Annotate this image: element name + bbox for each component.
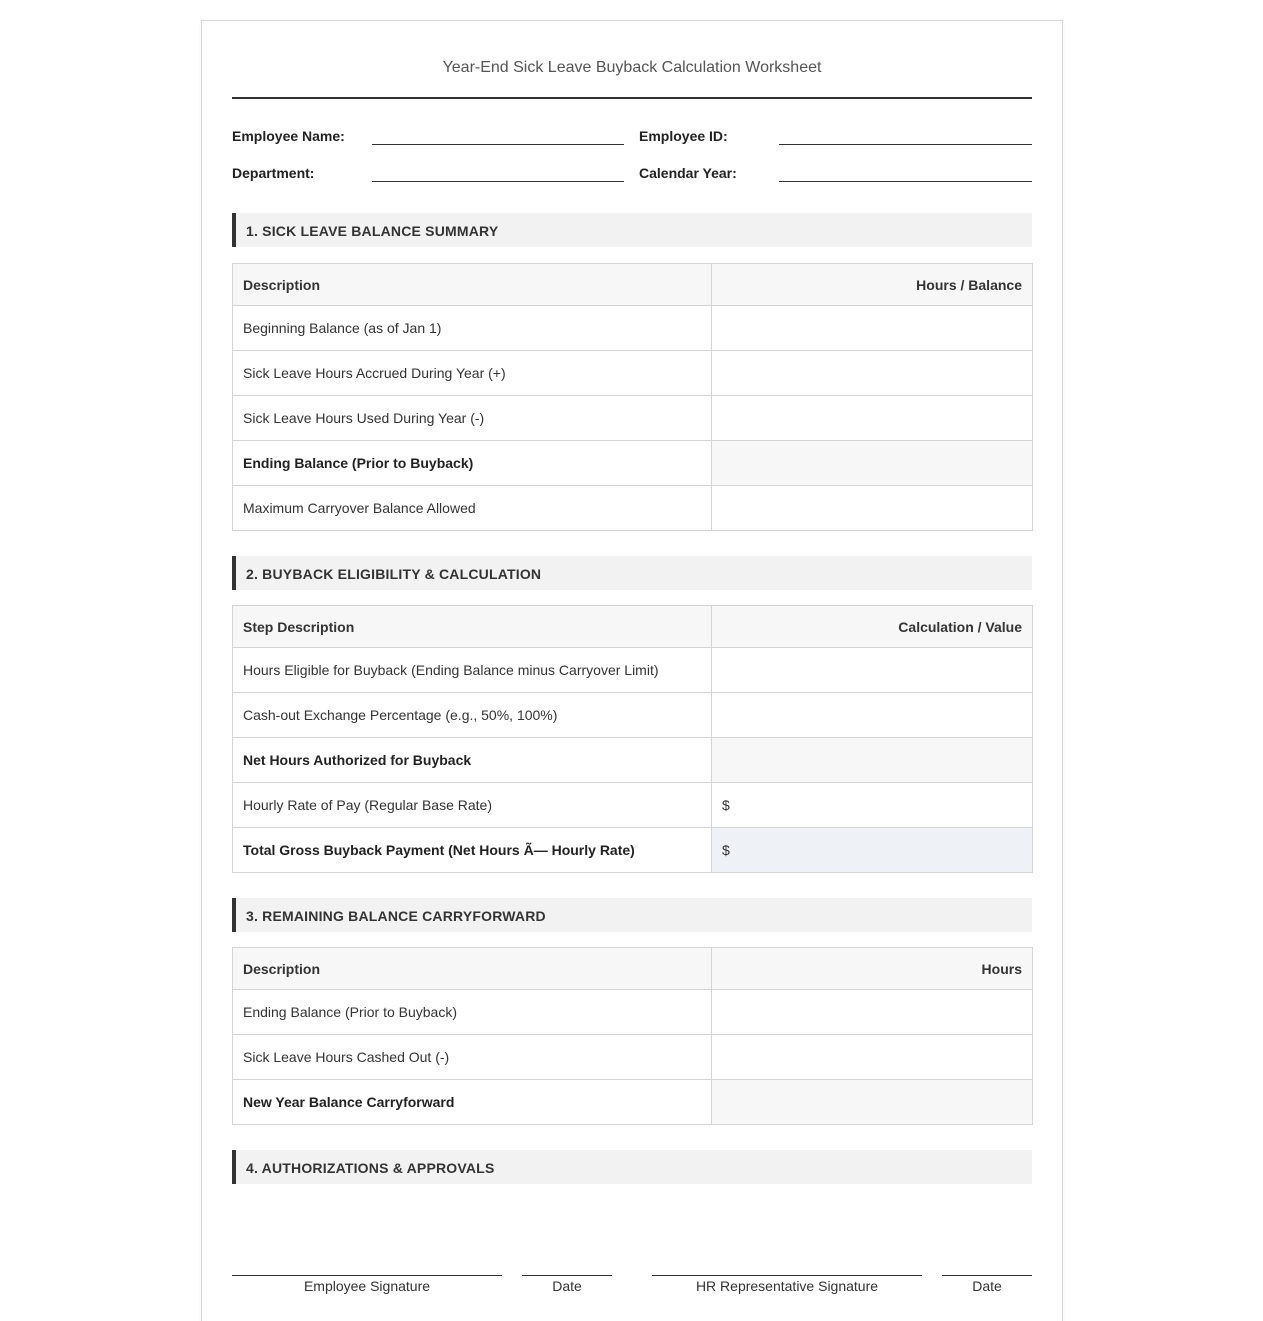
hours-used-input[interactable]	[712, 396, 1033, 441]
column-header-hours: Hours	[712, 948, 1033, 990]
column-header-hours-balance: Hours / Balance	[712, 264, 1033, 306]
employee-date-line[interactable]	[522, 1275, 612, 1276]
department-field[interactable]	[372, 181, 624, 182]
section-4-title: 4. AUTHORIZATIONS & APPROVALS	[246, 1160, 495, 1176]
table-header-row	[233, 948, 1033, 990]
table-row	[233, 693, 1033, 738]
row-label-exchange-percentage: Cash-out Exchange Percentage (e.g., 50%, 100%)	[233, 693, 712, 738]
row-label-ending-balance: Ending Balance (Prior to Buyback)	[233, 441, 712, 486]
row-label-hourly-rate: Hourly Rate of Pay (Regular Base Rate)	[233, 783, 712, 828]
employee-signature-line[interactable]	[232, 1275, 502, 1276]
table-row	[233, 1080, 1033, 1125]
table-row	[233, 648, 1033, 693]
table-row	[233, 306, 1033, 351]
new-year-carryforward-input[interactable]	[712, 1080, 1033, 1125]
row-label-net-hours-authorized: Net Hours Authorized for Buyback	[233, 738, 712, 783]
table-row	[233, 738, 1033, 783]
net-hours-authorized-input[interactable]	[712, 738, 1033, 783]
carryforward-ending-balance-input[interactable]	[712, 990, 1033, 1035]
table-row	[233, 486, 1033, 531]
hours-accrued-input[interactable]	[712, 351, 1033, 396]
carryforward-table	[232, 947, 1033, 1125]
row-label-beginning-balance: Beginning Balance (as of Jan 1)	[233, 306, 712, 351]
employee-date-label: Date	[552, 1278, 582, 1294]
column-header-description: Description	[233, 264, 712, 306]
max-carryover-input[interactable]	[712, 486, 1033, 531]
table-row	[233, 828, 1033, 873]
column-header-calculation-value: Calculation / Value	[712, 606, 1033, 648]
worksheet-page	[201, 20, 1063, 1321]
hours-eligible-input[interactable]	[712, 648, 1033, 693]
table-header-row	[233, 264, 1033, 306]
row-label-ending-balance: Ending Balance (Prior to Buyback)	[233, 990, 712, 1035]
row-label-hours-used: Sick Leave Hours Used During Year (-)	[233, 396, 712, 441]
hourly-rate-input[interactable]: $	[712, 783, 1033, 828]
section-2-header	[232, 556, 1032, 590]
row-label-total-gross-payment: Total Gross Buyback Payment (Net Hours Ã— Hourly Rate)	[233, 828, 712, 873]
row-label-max-carryover: Maximum Carryover Balance Allowed	[233, 486, 712, 531]
section-3-header	[232, 898, 1032, 932]
table-row	[233, 441, 1033, 486]
section-4-header	[232, 1150, 1032, 1184]
row-label-hours-accrued: Sick Leave Hours Accrued During Year (+)	[233, 351, 712, 396]
buyback-calculation-table	[232, 605, 1033, 873]
section-1-title: 1. SICK LEAVE BALANCE SUMMARY	[246, 223, 499, 239]
hr-date-label: Date	[972, 1278, 1002, 1294]
column-header-description: Description	[233, 948, 712, 990]
row-label-hours-cashed-out: Sick Leave Hours Cashed Out (-)	[233, 1035, 712, 1080]
table-header-row	[233, 606, 1033, 648]
section-2-title: 2. BUYBACK ELIGIBILITY & CALCULATION	[246, 566, 542, 582]
ending-balance-input[interactable]	[712, 441, 1033, 486]
table-row	[233, 351, 1033, 396]
balance-summary-table	[232, 263, 1033, 531]
title-divider	[232, 97, 1032, 99]
total-gross-payment-input[interactable]: $	[712, 828, 1033, 873]
calendar-year-label: Calendar Year:	[639, 165, 737, 181]
column-header-step-description: Step Description	[233, 606, 712, 648]
table-row	[233, 396, 1033, 441]
hours-cashed-out-input[interactable]	[712, 1035, 1033, 1080]
row-label-new-year-carryforward: New Year Balance Carryforward	[233, 1080, 712, 1125]
document-title: Year-End Sick Leave Buyback Calculation Worksheet	[442, 59, 822, 76]
section-1-header	[232, 213, 1032, 247]
table-row	[233, 1035, 1033, 1080]
hr-signature-label: HR Representative Signature	[695, 1278, 879, 1294]
table-row	[233, 990, 1033, 1035]
department-label: Department:	[232, 165, 315, 181]
beginning-balance-input[interactable]	[712, 306, 1033, 351]
table-row	[233, 783, 1033, 828]
hr-date-line[interactable]	[942, 1275, 1032, 1276]
exchange-percentage-input[interactable]	[712, 693, 1033, 738]
employee-name-label: Employee Name:	[232, 128, 345, 144]
hr-signature-line[interactable]	[652, 1275, 922, 1276]
employee-signature-label: Employee Signature	[303, 1278, 431, 1294]
employee-id-field[interactable]	[779, 144, 1032, 145]
section-3-title: 3. REMAINING BALANCE CARRYFORWARD	[246, 908, 546, 924]
row-label-hours-eligible: Hours Eligible for Buyback (Ending Balance minus Carryover Limit)	[233, 648, 712, 693]
employee-name-field[interactable]	[372, 144, 624, 145]
employee-id-label: Employee ID:	[639, 128, 728, 144]
calendar-year-field[interactable]	[779, 181, 1032, 182]
